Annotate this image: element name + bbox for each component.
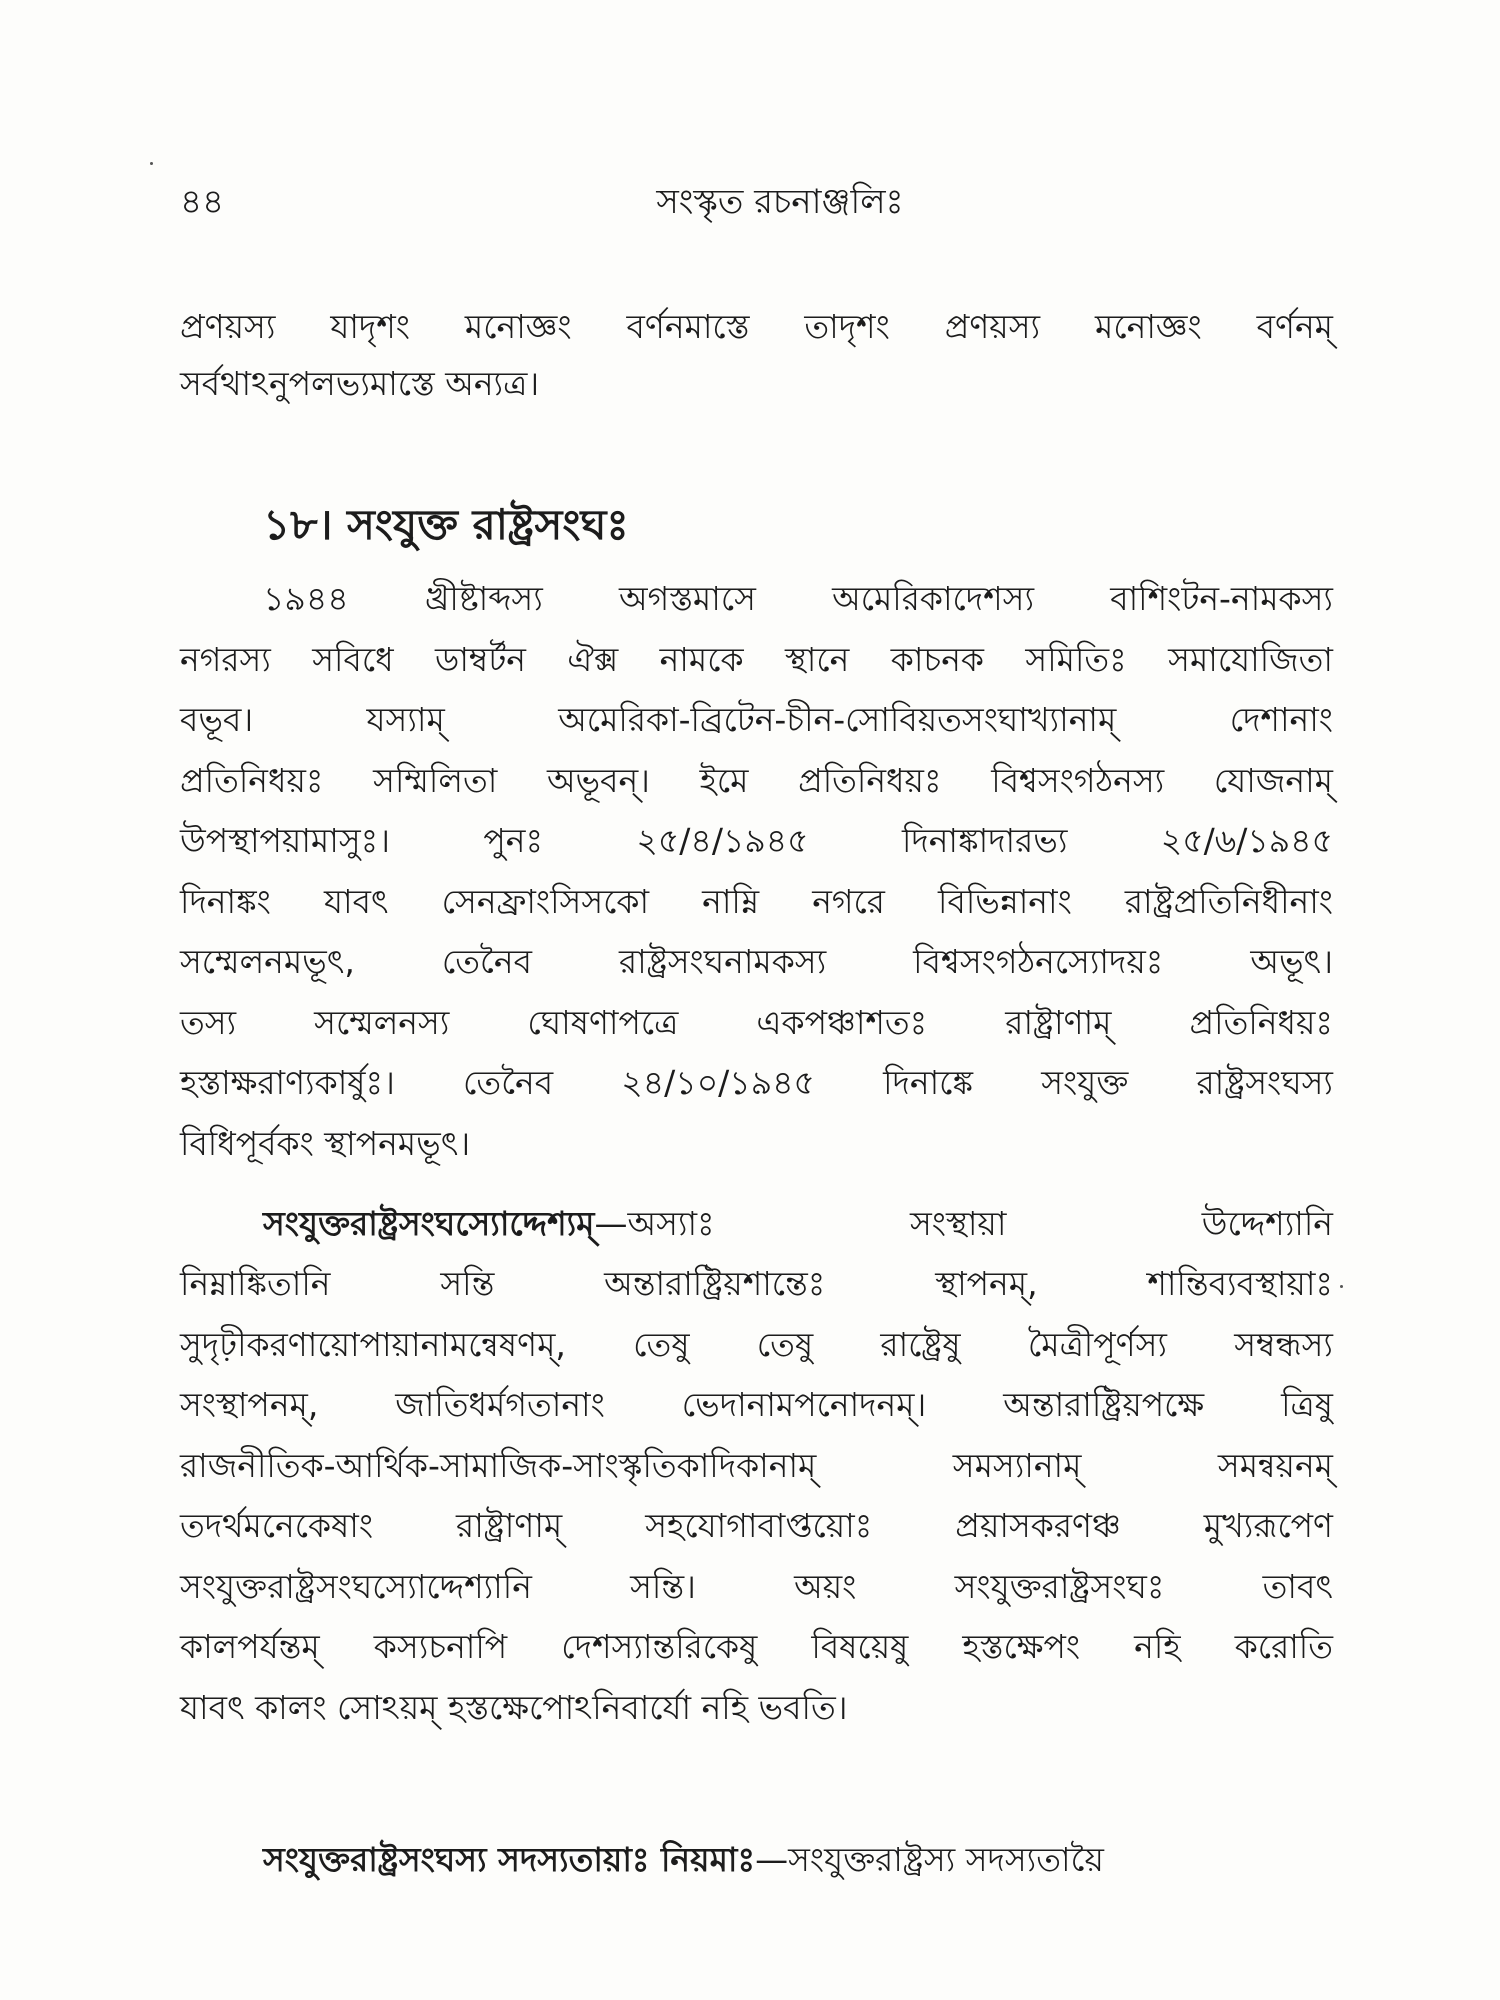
paragraph-objectives-first-line (263, 1202, 1333, 1246)
scan-speck (1340, 1285, 1343, 1288)
objectives-lead: সংযুক্তরাষ্ট্রসংঘস্যোদ্দেশ্যম্ (263, 1204, 595, 1243)
page-number: ৪৪ (180, 182, 225, 222)
text-line: তদর্থমনেকেষাং রাষ্ট্রাণাম্ সহযোগাবাপ্তয়োঃ প্রয়াসকরণঞ্চ মুখ্যরূপেণ (180, 1506, 1333, 1545)
membership-lead: সংযুক্তরাষ্ট্রসংঘস্য সদস্যতায়াঃ নিয়মাঃ (263, 1840, 756, 1879)
membership-first-text: —সংযুক্তরাষ্ট্রস্য সদস্যতায়ৈ (755, 1840, 1104, 1879)
text-line: হস্তাক্ষরাণ্যকার্ষুঃ। তেনৈব ২৪/১০/১৯৪৫ দিনাঙ্কে সংযুক্ত রাষ্ট্রসংঘস্য (180, 1063, 1333, 1102)
text-line: উপস্থাপয়ামাসুঃ। পুনঃ ২৫/৪/১৯৪৫ দিনাঙ্কাদারভ্য ২৫/৬/১৯৪৫ (180, 821, 1333, 860)
scan-speck (150, 162, 153, 165)
text-line: নগরস্য সবিধে ডাম্বর্টন ঐক্স নামকে স্থানে কাচনক সমিতিঃ সমাযোজিতা (180, 639, 1333, 679)
running-title: সংস্কৃত রচনাঞ্জলিঃ (656, 182, 904, 222)
text-line: বিধিপূর্বকং স্থাপনমভূৎ। (180, 1123, 471, 1163)
text-line: দিনাঙ্কং যাবৎ সেনফ্রাংসিসকো নাম্নি নগরে বিভিন্নানাং রাষ্ট্রপ্রতিনিধীনাং (180, 881, 1333, 921)
text-line: সুদৃঢ়ীকরণায়োপায়ানামন্বেষণম্, তেষু তেষু রাষ্ট্রেষু মৈত্রীপূর্ণস্য সম্বন্ধস্য (180, 1324, 1333, 1364)
text-line: নিম্নাঙ্কিতানি সন্তি অন্তারাষ্ট্রিয়শান্তেঃ স্থাপনম্, শান্তিব্যবস্থায়াঃ (180, 1264, 1333, 1303)
text-line: প্রণয়স্য যাদৃশং মনোজ্ঞং বর্ণনমাস্তে তাদৃশং প্রণয়স্য মনোজ্ঞং বর্ণনম্ (180, 307, 1333, 346)
text-line: বভূব। যস্যাম্ অমেরিকা-ব্রিটেন-চীন-সোবিয়তসংঘাখ্যানাম্ দেশানাং (180, 700, 1333, 739)
text-line: সংস্থাপনম্, জাতিধর্মগতানাং ভেদানামপনোদনম্। অন্তারাষ্ট্রিয়পক্ষে ত্রিষু (180, 1385, 1333, 1424)
objectives-first-text: —অস্যাঃ সংস্থায়া উদ্দেশ্যানি (594, 1204, 1333, 1243)
text-line: সংযুক্তরাষ্ট্রসংঘস্যোদ্দেশ্যানি সন্তি। অয়ং সংযুক্তরাষ্ট্রসংঘঃ তাবৎ (180, 1566, 1333, 1606)
paragraph-membership-first-line (263, 1838, 1333, 1882)
text-line: যাবৎ কালং সোঽয়ম্ হস্তক্ষেপোঽনিবার্যো নহি ভবতি। (180, 1687, 848, 1727)
text-line: সর্বথাঽনুপলভ্যমাস্তে অন্যত্র। (180, 364, 540, 403)
section-heading: ১৮। সংযুক্ত রাষ্ট্রসংঘঃ (263, 500, 629, 549)
text-line: ১৯৪৪ খ্রীষ্টাব্দস্য অগস্তমাসে অমেরিকাদেশস্য বাশিংটন-নামকস্য (263, 579, 1333, 618)
text-line: কালপর্যন্তম্ কস্যচনাপি দেশস্যান্তরিকেষু বিষয়েষু হস্তক্ষেপং নহি করোতি (180, 1627, 1333, 1666)
text-line: তস্য সম্মেলনস্য ঘোষণাপত্রে একপঞ্চাশতঃ রাষ্ট্রাণাম্ প্রতিনিধয়ঃ (180, 1002, 1333, 1042)
text-line: প্রতিনিধয়ঃ সম্মিলিতা অভূবন্। ইমে প্রতিনিধয়ঃ বিশ্বসংগঠনস্য যোজনাম্ (180, 760, 1333, 800)
text-line: সম্মেলনমভূৎ, তেনৈব রাষ্ট্রসংঘনামকস্য বিশ্বসংগঠনস্যোদয়ঃ অভূৎ। (180, 942, 1333, 981)
text-line: রাজনীতিক-আর্থিক-সামাজিক-সাংস্কৃতিকাদিকানাম্ সমস্যানাম্ সমন্বয়নম্ (180, 1445, 1333, 1485)
